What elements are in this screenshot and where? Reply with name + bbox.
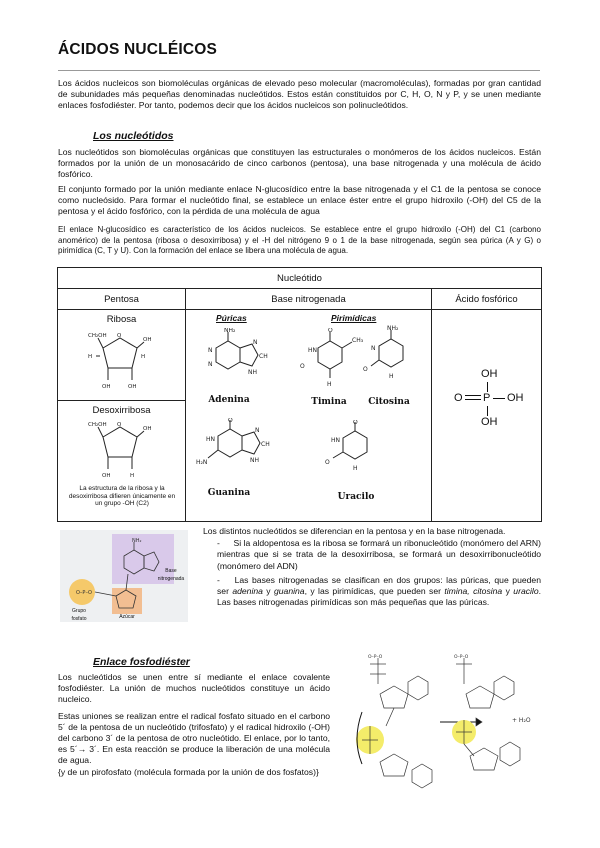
diferencias-bullet-2 (203, 575, 541, 609)
fosforico-oh-right: OH (507, 392, 524, 404)
puricas-label: Púricas (216, 313, 247, 323)
svg-text:N: N (371, 345, 376, 352)
enlace-block (58, 672, 330, 778)
bullet-dash-1: - (217, 538, 220, 549)
svg-text:NH: NH (248, 369, 257, 376)
svg-text:OH: OH (128, 384, 137, 390)
svg-text:O–P–O: O–P–O (454, 655, 469, 660)
bullet-2-uracilo: uracilo (513, 586, 539, 597)
svg-text:O: O (300, 363, 305, 370)
figure-azucar-label: Azúcar (119, 614, 135, 620)
bullet-dash-2: - (217, 574, 220, 585)
svg-text:N: N (255, 427, 260, 434)
svg-text:H: H (88, 354, 93, 360)
svg-text:O: O (353, 420, 358, 426)
svg-text:CH₃: CH₃ (352, 337, 364, 344)
svg-text:NH₂: NH₂ (387, 325, 399, 332)
pentosa-cell (58, 310, 186, 522)
svg-text:CH₂OH: CH₂OH (88, 422, 107, 428)
desoxirribosa-label: Desoxirribosa (92, 405, 151, 416)
svg-text:H: H (353, 465, 358, 472)
diferencias-block (203, 526, 541, 608)
uracilo-label: Uracilo (337, 492, 375, 502)
fosforico-oh-top: OH (481, 368, 498, 380)
adenina-label: Adenina (208, 395, 250, 405)
enlace-paragraph-1: Los nucleótidos se unen entre sí mediante el enlace covalente fosfodiéster. La unión de muchos nucleótidos constituye un ácido nucleico. (58, 672, 330, 705)
fosforico-o: O (454, 392, 463, 404)
adenina-structure (196, 328, 276, 388)
nucleotidos-heading: Los nucleótidos (93, 130, 174, 142)
svg-text:O: O (363, 366, 368, 373)
svg-text:HN: HN (308, 347, 317, 354)
svg-text:CH: CH (261, 441, 270, 448)
nucleotide-figure (60, 530, 188, 622)
col-header-acido: Ácido fosfórico (432, 289, 542, 310)
figure-base-label: Base nitrogenada (157, 568, 185, 582)
bullet-2-timina: timina, citosina (444, 586, 503, 597)
timina-structure (298, 328, 366, 390)
svg-text:OH: OH (102, 473, 111, 479)
bullet-2-guanina: guanina (274, 586, 305, 597)
fosforico-p: P (483, 392, 491, 404)
svg-text:O: O (228, 418, 233, 424)
title-rule (58, 70, 540, 71)
fosforico-oh-bottom: OH (481, 416, 498, 428)
bullet-1-text: Si la aldopentosa es la ribosa se formará un ribonucleótido (monómero del ARN) mientras que si se trata de la desoxirribosa, se formará un desoxirribonucleótido (monómero del ADN) (217, 538, 541, 571)
diferencias-paragraph: Los distintos nucleótidos se diferencian en la pentosa y en la base nitrogenada. (203, 526, 506, 536)
intro-paragraph: Los ácidos nucleicos son biomoléculas orgánicas de elevado peso molecular (macromoléculas), formadas por gran cantidad de subunidades más pequeñas denominadas nucleótidos. Estos están constituidos por C, H, O, N y P, y se unen mediante enlaces fosfodiéster. Por tanto, podemos decir que los ácidos nucleicos son polinucleótidos. (58, 78, 541, 111)
svg-text:H₂N: H₂N (196, 459, 208, 466)
fosforico-bond-bottom (487, 406, 488, 416)
fosforico-bond-top (487, 382, 488, 392)
bullet-2-text-a: Las bases nitrogenadas se clasifican en dos grupos: las púricas, que pueden ser (217, 574, 541, 597)
bullet-2-adenina: adenina (232, 586, 263, 597)
timina-label: Timina (311, 397, 347, 407)
ribosa-label: Ribosa (106, 314, 137, 325)
base-cell (186, 310, 432, 522)
water-label: + H₂O (512, 717, 531, 724)
nucleotidos-paragraph-2: El conjunto formado por la unión mediante enlace N-glucosídico entre la base nitrogenada y el C1 de la pentosa se conoce como nucleósido. Para formar el nucleótido final, se establece un enlace éster entre el grupo hidroxilo (-OH) del C5 de la pentosa y el ácido fosfórico, con la pérdida de una molécula de agua (58, 184, 541, 217)
svg-text:O–P–O: O–P–O (76, 590, 92, 596)
desoxirribosa-note: La estructura de la ribosa y la desoxirribosa difieren únicamente en un grupo -OH (C2) (68, 485, 176, 507)
svg-text:O: O (117, 422, 122, 428)
diferencias-bullet-1 (203, 538, 541, 572)
svg-text:CH: CH (259, 353, 268, 360)
svg-text:OH: OH (143, 426, 152, 432)
col-header-base: Base nitrogenada (186, 289, 432, 310)
guanina-structure (196, 418, 281, 480)
page-title: ÁCIDOS NUCLÉICOS (58, 41, 218, 58)
pirimidicas-label: Pirimídicas (331, 313, 377, 323)
svg-text:O–P–O: O–P–O (368, 655, 383, 660)
svg-text:HN: HN (331, 437, 340, 444)
svg-text:NH: NH (250, 457, 259, 464)
svg-text:CH₂OH: CH₂OH (88, 333, 107, 339)
svg-text:OH: OH (143, 337, 152, 343)
citosina-label: Citosina (368, 397, 410, 407)
svg-text:O: O (328, 328, 333, 334)
bullet-2-text-c: . Las bases nitrogenadas pirimídicas son más pequeñas que las púricas. (217, 586, 542, 608)
fosforico-double-bond-b (465, 399, 481, 400)
fosforico-bond-right (493, 398, 505, 399)
phosphodiester-diagram (340, 652, 540, 817)
bullet-2-y1: y (262, 586, 274, 597)
nucleotidos-paragraph-3: El enlace N-glucosídico es característico de los ácidos nucleicos. Se establece entre el grupo hidroxilo (-OH) del C1 (carbono anomérico) de la pentosa (ribosa o desoxirribosa) y el -H del nitrógeno 9 o 1 de la base nitrogenada, según sea púrica (A y G) o pirimídica (C, T y U). Con la formación del enlace se libera una molécula de agua. (58, 225, 541, 255)
acido-cell (432, 310, 542, 522)
svg-text:N: N (208, 361, 213, 368)
nucleotidos-paragraph-1: Los nucleótidos son biomoléculas orgánicas que constituyen las estructurales o monómeros de los ácidos nucleicos. Están formados por la unión de un monosacárido de cinco carbonos (pentosa), una base nitrogenada y una molécula de ácido fosfórico. (58, 147, 541, 180)
enlace-paragraph-3: {y de un pirofosfato (molécula formada por la unión de dos fosfatos)} (58, 766, 319, 777)
svg-text:NH₂: NH₂ (224, 328, 236, 334)
figure-fosfato-label: Grupo fosfato (71, 608, 87, 622)
enlace-paragraph-2: Estas uniones se realizan entre el radical fosfato situado en el carbono 5´ de la pentosa de un nucleótido (trifosfato) y el radical hidroxilo (-OH) del carbono 3´ de la pentosa de otro nucleótido. El enlace, por lo tanto, es 5´→ 3´. En esta reacción se produce la liberación de una molécula de agua. (58, 710, 330, 766)
bullet-2-y2: y (502, 586, 514, 597)
bullet-2-text-b: , y las pirimídicas, que pueden ser (304, 586, 445, 597)
desoxirribosa-structure (58, 421, 183, 481)
svg-text:H: H (389, 373, 394, 380)
nucleotide-table (57, 267, 542, 522)
svg-text:O: O (117, 333, 122, 339)
svg-text:OH: OH (102, 384, 111, 390)
svg-text:H: H (141, 354, 146, 360)
table-title: Nucleótido (58, 268, 542, 289)
guanina-label: Guanina (207, 488, 251, 498)
citosina-structure (361, 324, 423, 386)
svg-text:N: N (208, 347, 213, 354)
svg-text:O: O (325, 459, 330, 466)
enlace-heading: Enlace fosfodiéster (93, 656, 190, 668)
col-header-pentosa: Pentosa (58, 289, 186, 310)
svg-text:NH₂: NH₂ (132, 538, 142, 544)
svg-text:H: H (327, 381, 332, 388)
svg-text:HN: HN (206, 436, 215, 443)
svg-text:N: N (253, 339, 258, 346)
svg-text:H: H (130, 473, 135, 479)
ribosa-structure (58, 330, 183, 400)
fosforico-double-bond-a (465, 395, 481, 396)
uracilo-structure (321, 420, 391, 482)
